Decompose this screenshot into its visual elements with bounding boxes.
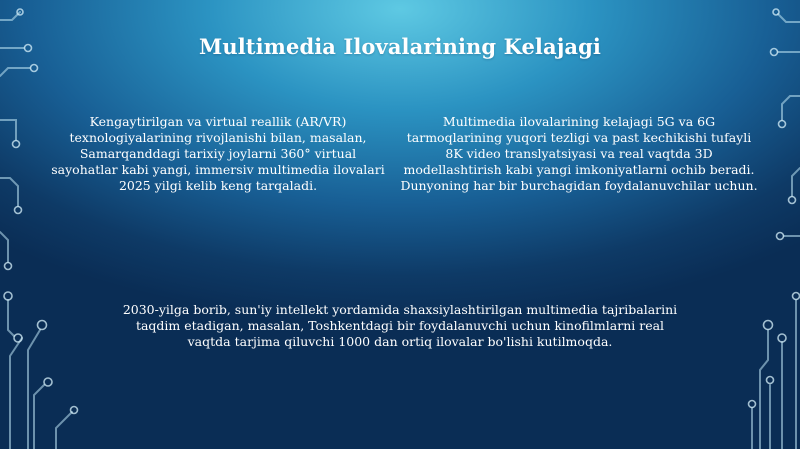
paragraph-5g-6g: Multimedia ilovalarining kelajagi 5G va 6G tarmoqlarining yuqori tezligi va past kechikishi tufayli 8K video translyatsiyasi va real vaqtda 3D modellashtirish kabi yangi imkoniyatlarni ochib beradi. Dunyoning har bir burchagidan foydalanuvchilar uchun.: [400, 114, 758, 193]
paragraph-ai-2030: 2030-yilga borib, sun'iy intellekt yordamida shaxsiylashtirilgan multimedia tajribalarini taqdim etadigan, masalan, Toshkentdagi bir foydalanuvchi uchun kinofilmlarni real vaqtda tarjima qiluvchi 1000 dan ortiq ilovalar bo'lishi kutilmoqda.: [122, 302, 678, 349]
slide-title: Multimedia Ilovalarining Kelajagi: [199, 34, 601, 59]
paragraph-ar-vr: Kengaytirilgan va virtual reallik (AR/VR) texnologiyalarining rivojlanishi bilan, masalan, Samarqanddagi tarixiy joylarni 360° virtual sayohatlar kabi yangi, immersiv multimedia ilovalari 2025 yilgi kelib keng tarqaladi.: [51, 114, 385, 193]
